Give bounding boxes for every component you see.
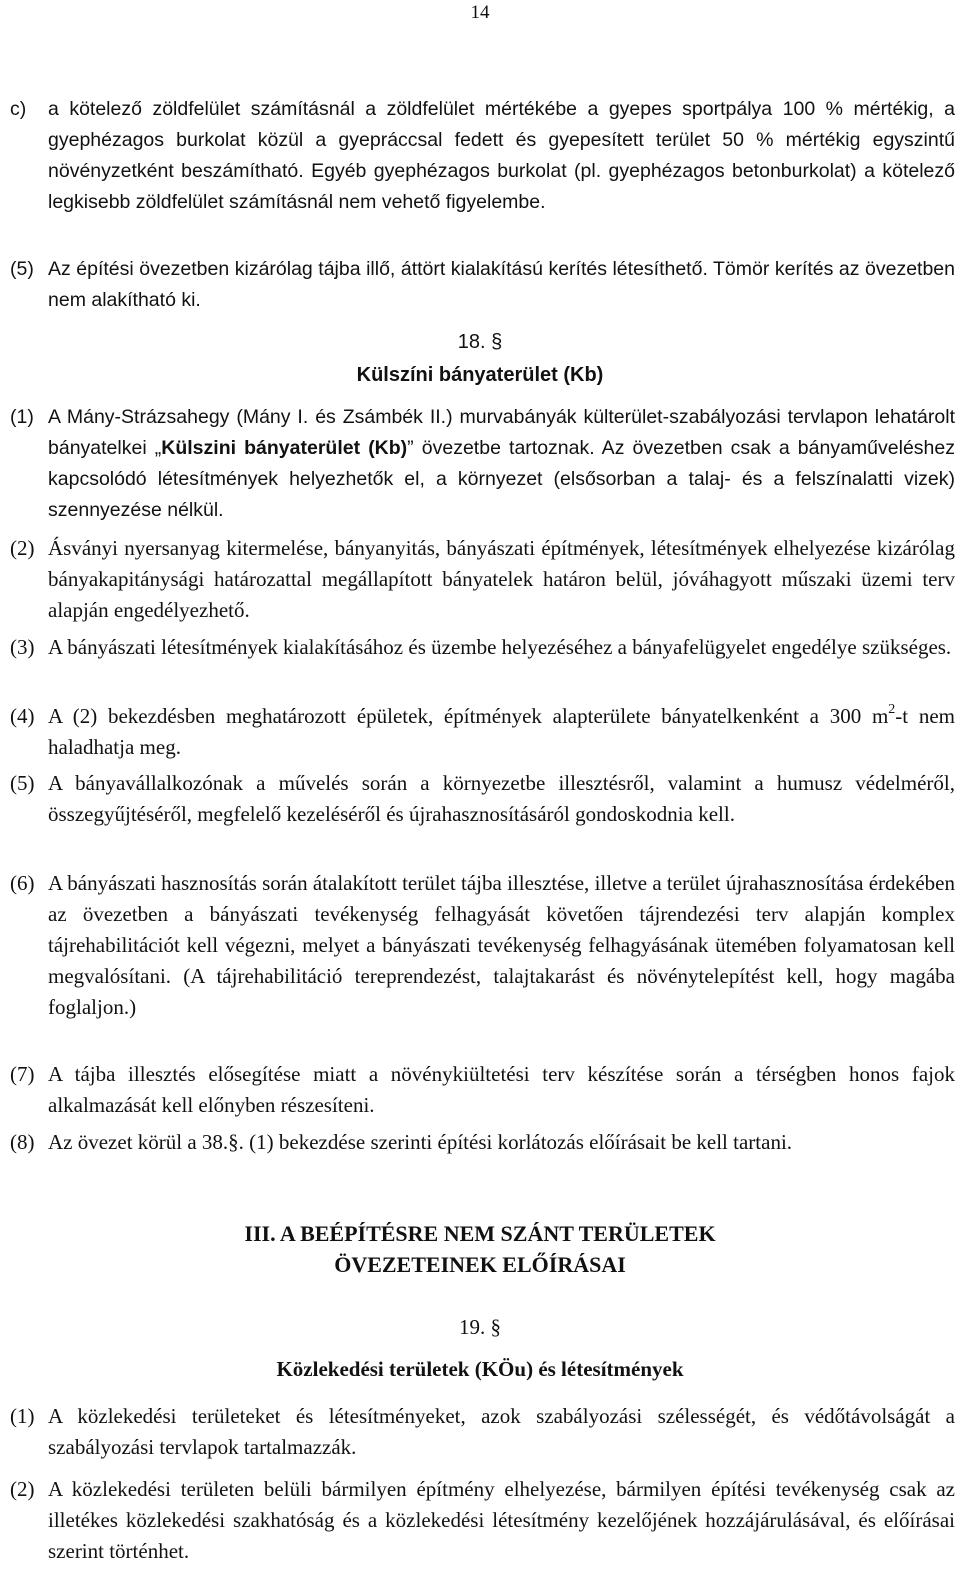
paragraph-text-b: ” övezetbe tartoznak. Az övezetben csak a bányaműveléshez kapcsolódó létesítmények helyezhetők el, a környezet (elsősorban a talaj- és a felszínalatti vizek) szennyezése nélkül. bbox=[48, 437, 955, 521]
paragraph-text: A tájba illesztés elősegítése miatt a növénykiültetési terv készítése során a térségben honos fajok alkalmazását kell előnyben részesíteni. bbox=[48, 1062, 955, 1117]
paragraph-text-a: A (2) bekezdésben meghatározott épületek, építmények alapterülete bányatelkenként a 300 m bbox=[48, 704, 889, 728]
paragraph-text: a kötelező zöldfelület számításnál a zöldfelület mértékébe a gyepes sportpálya 100 % mértékig, a gyephézagos burkolat közül a gyepráccsal fedett és gyepesített terület 50 % mértékig egyszintű növényzetként beszámítható. Egyéb gyephézagos burkolat (pl. gyephézagos betonburkolat) a kötelező legkisebb zöldfelület számításnál nem vehető figyelembe. bbox=[48, 98, 955, 213]
paragraph-text: A közlekedési területeket és létesítményeket, azok szabályozási szélességét, és védőtávolságát a szabályozási tervlapok tartalmazzák. bbox=[48, 1404, 955, 1459]
paragraph-label: (1) bbox=[10, 406, 34, 428]
section-18-paragraph-8 bbox=[10, 1127, 955, 1158]
paragraph-text: Ásványi nyersanyag kitermelése, bányanyitás, bányászati építmények, létesítmények elhelyezése kizárólag bányakapitánysági határozattal megállapított bányatelek határon belül, jóváhagyott műszaki üzemi terv alapján engedélyezhető. bbox=[48, 536, 955, 622]
section-18-paragraph-1 bbox=[10, 402, 955, 526]
section-19-paragraph-2 bbox=[10, 1474, 955, 1567]
paragraph-label: c) bbox=[10, 98, 27, 120]
paragraph-text: Az építési övezetben kizárólag tájba illő, áttört kialakítású kerítés létesíthető. Tömör kerítés az övezetben nem alakítható ki. bbox=[48, 258, 955, 311]
paragraph-text-a: A Mány-Strázsahegy (Mány I. és Zsámbék II.) murvabányák külterület-szabályozási tervlapon lehatárolt bányatelkei „ bbox=[48, 406, 955, 459]
paragraph-text: A bányászati hasznosítás során átalakított terület tájba illesztése, illetve a terület újrahasznosítása érdekében az övezetben a bányászati tevékenység felhagyását követően tájrendezési terv alapján komplex tájrehabilitációt kell végezni, melyet a bányászati tevékenység felhagyásának ütemében folyamatosan kell megvalósítani. (A tájrehabilitáció tereprendezést, talajtakarást és növénytelepítést kell, hogy magába foglaljon.) bbox=[48, 871, 955, 1019]
section-18-paragraph-4 bbox=[10, 701, 955, 763]
paragraph-label: (3) bbox=[10, 635, 35, 659]
paragraph-label: (4) bbox=[10, 704, 35, 728]
paragraph-text-b: -t nem haladhatja meg. bbox=[48, 704, 955, 759]
paragraph-label: (6) bbox=[10, 871, 35, 895]
section-19-number: 19. § bbox=[459, 1315, 501, 1339]
paragraph-5-fence bbox=[10, 254, 955, 316]
section-19-title: Közlekedési területek (KÖu) és létesítmények bbox=[276, 1357, 684, 1381]
chapter-3-title-line-2: ÖVEZETEINEK ELŐÍRÁSAI bbox=[334, 1252, 626, 1277]
section-18-paragraph-7 bbox=[10, 1059, 955, 1121]
paragraph-label: (7) bbox=[10, 1062, 35, 1086]
zone-name-bold: Külszini bányaterület (Kb) bbox=[161, 437, 408, 459]
page-number: 14 bbox=[470, 2, 490, 23]
paragraph-label: (5) bbox=[10, 258, 34, 280]
paragraph-label: (8) bbox=[10, 1130, 35, 1154]
section-18-title: Külszíni bányaterület (Kb) bbox=[356, 364, 604, 386]
paragraph-text: A közlekedési területen belüli bármilyen építmény elhelyezése, bármilyen építési tevékenység csak az illetékes közlekedési szakhatóság és a közlekedési létesítmény kezelőjének hozzájárulásával, és előírásai szerint történhet. bbox=[48, 1477, 955, 1563]
paragraph-c bbox=[10, 94, 955, 218]
section-18-paragraph-6 bbox=[10, 868, 955, 1023]
paragraph-text: Az övezet körül a 38.§. (1) bekezdése szerinti építési korlátozás előírásait be kell tartani. bbox=[48, 1130, 793, 1154]
paragraph-label: (2) bbox=[10, 536, 35, 560]
paragraph-text bbox=[48, 402, 955, 526]
chapter-3-title-line-1: III. A BEÉPÍTÉSRE NEM SZÁNT TERÜLETEK bbox=[244, 1221, 716, 1246]
section-18-paragraph-3 bbox=[10, 632, 955, 663]
section-18-number: 18. § bbox=[457, 331, 503, 353]
paragraph-label: (1) bbox=[10, 1404, 35, 1428]
section-18-paragraph-2 bbox=[10, 533, 955, 626]
section-18-paragraph-5 bbox=[10, 768, 955, 830]
paragraph-text: A bányavállalkozónak a művelés során a környezetbe illesztésről, valamint a humusz védelméről, összegyűjtéséről, megfelelő kezeléséről és újrahasznosításáról gondoskodnia kell. bbox=[48, 771, 955, 826]
superscript: 2 bbox=[888, 702, 896, 717]
paragraph-label: (5) bbox=[10, 771, 35, 795]
paragraph-label: (2) bbox=[10, 1477, 35, 1501]
paragraph-text: A bányászati létesítmények kialakításához és üzembe helyezéséhez a bányafelügyelet engedélye szükséges. bbox=[48, 635, 952, 659]
paragraph-text bbox=[48, 701, 955, 763]
section-19-paragraph-1 bbox=[10, 1401, 955, 1463]
